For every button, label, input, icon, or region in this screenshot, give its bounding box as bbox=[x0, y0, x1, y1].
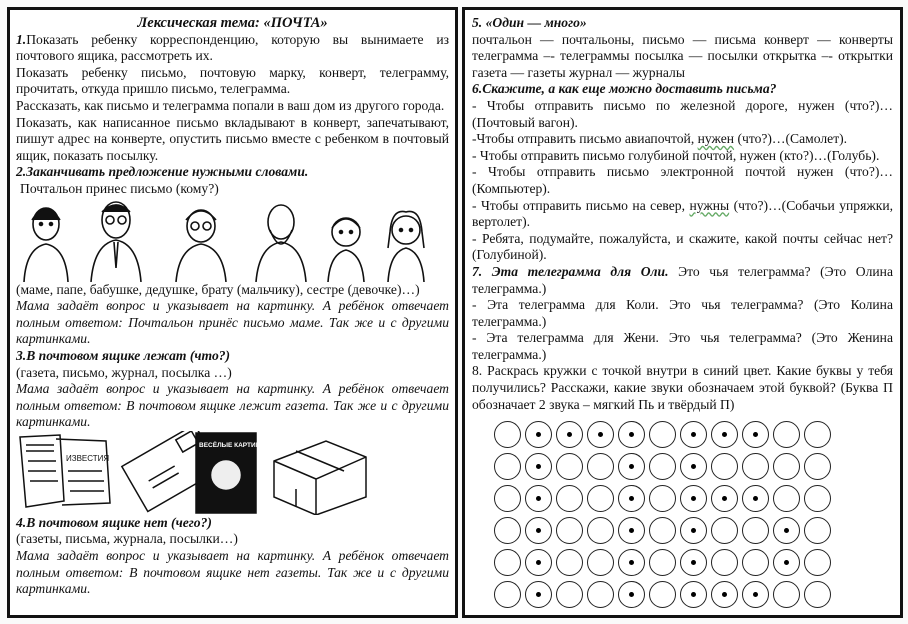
empty-circle[interactable] bbox=[804, 485, 831, 512]
empty-circle[interactable] bbox=[494, 453, 521, 480]
empty-circle[interactable] bbox=[494, 421, 521, 448]
empty-circle[interactable] bbox=[494, 581, 521, 608]
magazine-icon bbox=[196, 433, 269, 513]
empty-circle[interactable] bbox=[804, 517, 831, 544]
empty-circle[interactable] bbox=[742, 453, 769, 480]
dotted-circle[interactable] bbox=[525, 453, 552, 480]
spellcheck-underlined-word: нужны bbox=[689, 197, 730, 213]
spellcheck-underlined-word: нужен bbox=[697, 131, 735, 147]
dot-mark bbox=[691, 528, 696, 533]
dotted-circle[interactable] bbox=[680, 549, 707, 576]
section-2-note: Мама задаёт вопрос и указывает на картинку. А ребёнок отвечает полным ответом: Почтальон принёс письмо маме. Так же и с другими картинками. bbox=[16, 298, 449, 347]
section-3-note: Мама задаёт вопрос и указывает на картинку. А ребёнок отвечает полным ответом: В почтовом ящике лежит газета. Так же и с другими картинками. bbox=[16, 381, 449, 430]
empty-circle[interactable] bbox=[804, 549, 831, 576]
empty-circle[interactable] bbox=[556, 453, 583, 480]
dotted-circle[interactable] bbox=[680, 517, 707, 544]
empty-circle[interactable] bbox=[587, 453, 614, 480]
dotted-circle[interactable] bbox=[742, 485, 769, 512]
dotted-circle[interactable] bbox=[556, 421, 583, 448]
empty-circle[interactable] bbox=[773, 453, 800, 480]
empty-circle[interactable] bbox=[649, 581, 676, 608]
section-6-item bbox=[472, 198, 893, 231]
empty-circle[interactable] bbox=[587, 549, 614, 576]
dot-mark bbox=[598, 432, 603, 437]
dotted-circle[interactable] bbox=[618, 517, 645, 544]
section-2-prompt: Почтальон принес письмо (кому?) bbox=[20, 180, 219, 196]
item-text: -Чтобы отправить письмо авиапочтой, bbox=[472, 131, 695, 147]
empty-circle[interactable] bbox=[556, 581, 583, 608]
svg-text:ИЗВЕСТИЯ: ИЗВЕСТИЯ bbox=[66, 453, 110, 463]
dot-mark bbox=[536, 528, 541, 533]
dot-mark bbox=[536, 560, 541, 565]
dot-mark bbox=[784, 528, 789, 533]
dotted-circle[interactable] bbox=[525, 421, 552, 448]
newspaper-icon bbox=[20, 435, 110, 507]
section-7-heading: 7. Эта телеграмма для Оли. bbox=[472, 263, 669, 279]
item-text: - Чтобы отправить письмо на север, bbox=[472, 197, 685, 213]
mail-items-illustration bbox=[16, 431, 449, 515]
empty-circle[interactable] bbox=[804, 421, 831, 448]
dot-mark bbox=[753, 592, 758, 597]
empty-circle[interactable] bbox=[742, 517, 769, 544]
item-text: (что?)…(Собачьи упряжки, вертолет). bbox=[472, 197, 894, 230]
dot-mark bbox=[536, 496, 541, 501]
empty-circle[interactable] bbox=[494, 549, 521, 576]
family-illustration bbox=[16, 198, 449, 282]
right-worksheet-panel bbox=[462, 7, 903, 618]
empty-circle[interactable] bbox=[711, 517, 738, 544]
father-figure-icon bbox=[91, 202, 141, 282]
dotted-circle[interactable] bbox=[618, 581, 645, 608]
section-1-line: Показать ребенку письмо, почтовую марку, конверт, телеграмму, прочитать, откуда пришло письмо, телеграмма. bbox=[16, 64, 449, 97]
section-3-heading: 3.В почтовом ящике лежат (что?) bbox=[16, 347, 231, 363]
empty-circle[interactable] bbox=[649, 421, 676, 448]
girl-figure-icon bbox=[388, 211, 424, 282]
dotted-circle[interactable] bbox=[587, 421, 614, 448]
dot-mark bbox=[691, 496, 696, 501]
dot-mark bbox=[722, 496, 727, 501]
empty-circle[interactable] bbox=[587, 517, 614, 544]
page-title: Лексическая тема: «ПОЧТА» bbox=[137, 15, 328, 31]
dot-mark bbox=[691, 464, 696, 469]
section-6-item bbox=[472, 131, 893, 148]
grandmother-figure-icon bbox=[176, 210, 226, 282]
dot-mark bbox=[629, 432, 634, 437]
dot-mark bbox=[784, 560, 789, 565]
dot-mark bbox=[722, 592, 727, 597]
section-6-item: - Чтобы отправить письмо голубиной почтой, нужен (кто?)…(Голубь). bbox=[472, 147, 880, 163]
empty-circle[interactable] bbox=[742, 549, 769, 576]
empty-circle[interactable] bbox=[494, 485, 521, 512]
dotted-circle[interactable] bbox=[525, 549, 552, 576]
section-7-item: - Эта телеграмма для Жени. Это чья телеграмма? (Это Женина телеграмма.) bbox=[472, 330, 893, 362]
dotted-circle[interactable] bbox=[525, 581, 552, 608]
empty-circle[interactable] bbox=[804, 453, 831, 480]
section-6-item: - Чтобы отправить письмо электронной почтой нужен (что?)…(Компьютер). bbox=[472, 164, 893, 196]
dot-mark bbox=[691, 560, 696, 565]
dotted-circle[interactable] bbox=[773, 517, 800, 544]
section-4-heading: 4.В почтовом ящике нет (чего?) bbox=[16, 514, 212, 530]
section-6-item: - Чтобы отправить письмо по железной дороге, нужен (что?)…(Почтовый вагон). bbox=[472, 97, 893, 130]
section-1-line bbox=[16, 32, 449, 65]
item-text: (что?)…(Самолет). bbox=[737, 131, 848, 147]
parcel-icon bbox=[274, 441, 366, 515]
empty-circle[interactable] bbox=[587, 485, 614, 512]
dotted-circle[interactable] bbox=[742, 421, 769, 448]
dotted-circle[interactable] bbox=[680, 421, 707, 448]
empty-circle[interactable] bbox=[556, 485, 583, 512]
section-6-heading: 6.Скажите, а как еще можно доставить письма? bbox=[472, 81, 777, 97]
section-number: 1. bbox=[16, 31, 27, 47]
dotted-circle[interactable] bbox=[711, 421, 738, 448]
dotted-circle[interactable] bbox=[680, 581, 707, 608]
dotted-circle[interactable] bbox=[525, 517, 552, 544]
section-2-heading: 2.Заканчивать предложение нужными словами. bbox=[16, 164, 309, 180]
empty-circle[interactable] bbox=[773, 581, 800, 608]
empty-circle[interactable] bbox=[711, 453, 738, 480]
section-6-item: - Ребята, подумайте, пожалуйста, и скажите, какой почты сейчас нет? (Голубиной). bbox=[472, 230, 893, 263]
empty-circle[interactable] bbox=[649, 517, 676, 544]
dot-mark bbox=[629, 592, 634, 597]
dot-mark bbox=[629, 528, 634, 533]
left-worksheet-panel bbox=[7, 7, 458, 618]
empty-circle[interactable] bbox=[649, 549, 676, 576]
dotted-circle[interactable] bbox=[773, 549, 800, 576]
dotted-circle[interactable] bbox=[618, 549, 645, 576]
empty-circle[interactable] bbox=[773, 421, 800, 448]
dot-mark bbox=[753, 432, 758, 437]
empty-circle[interactable] bbox=[494, 517, 521, 544]
section-5-heading: 5. «Один — много» bbox=[472, 15, 587, 30]
section-2-answers: (маме, папе, бабушке, дедушке, брату (мальчику), сестре (девочке)…) bbox=[16, 281, 420, 297]
section-1-line: Рассказать, как письмо и телеграмма попали в ваш дом из другого города. bbox=[16, 97, 445, 113]
section-4-answers: (газеты, письма, журнала, посылки…) bbox=[16, 531, 238, 547]
dot-mark bbox=[536, 432, 541, 437]
section-5-text: почтальон — почтальоны, письмо — письма конверт — конверты телеграмма –- телеграммы посылка — посылки открытка –- открытки газета — газеты журнал — журналы bbox=[472, 31, 893, 80]
empty-circle[interactable] bbox=[556, 549, 583, 576]
dotted-circle[interactable] bbox=[525, 485, 552, 512]
dot-mark bbox=[691, 432, 696, 437]
empty-circle[interactable] bbox=[649, 485, 676, 512]
empty-circle[interactable] bbox=[773, 485, 800, 512]
mother-figure-icon bbox=[24, 208, 68, 282]
section-7-item bbox=[472, 264, 893, 297]
dotted-circle[interactable] bbox=[711, 485, 738, 512]
dot-mark bbox=[629, 496, 634, 501]
dot-mark bbox=[753, 496, 758, 501]
dotted-circle[interactable] bbox=[680, 453, 707, 480]
section-3-answers: (газета, письмо, журнал, посылка …) bbox=[16, 364, 232, 380]
section-7-item: - Эта телеграмма для Коли. Это чья телеграмма? (Это Колина телеграмма.) bbox=[472, 297, 893, 329]
dot-mark bbox=[536, 592, 541, 597]
empty-circle[interactable] bbox=[711, 549, 738, 576]
dot-mark bbox=[629, 560, 634, 565]
dotted-circle[interactable] bbox=[711, 581, 738, 608]
dotted-circle[interactable] bbox=[680, 485, 707, 512]
section-8-text: 8. Раскрась кружки с точкой внутри в синий цвет. Какие буквы у тебя получились? Расскажи, какие звуки обозначаем этой буквой? (Буква П обозначает 2 звука – мягкий Пь и твёрдый П) bbox=[472, 363, 893, 412]
dot-mark bbox=[722, 432, 727, 437]
dotted-circle[interactable] bbox=[742, 581, 769, 608]
dot-mark bbox=[691, 592, 696, 597]
empty-circle[interactable] bbox=[649, 453, 676, 480]
dot-mark bbox=[567, 432, 572, 437]
dotted-circle[interactable] bbox=[618, 453, 645, 480]
circle-coloring-grid bbox=[494, 421, 893, 613]
section-1-text: Показать ребенку корреспонденцию, которую вы вынимаете из почтового ящика, рассмотреть их. bbox=[16, 31, 449, 64]
empty-circle[interactable] bbox=[556, 517, 583, 544]
empty-circle[interactable] bbox=[587, 581, 614, 608]
dot-mark bbox=[536, 464, 541, 469]
svg-text:ВЕСЁЛЫЕ КАРТИНКИ: ВЕСЁЛЫЕ КАРТИНКИ bbox=[199, 441, 270, 449]
dotted-circle[interactable] bbox=[618, 421, 645, 448]
empty-circle[interactable] bbox=[804, 581, 831, 608]
dotted-circle[interactable] bbox=[618, 485, 645, 512]
grandfather-figure-icon bbox=[256, 205, 306, 282]
section-4-note: Мама задаёт вопрос и указывает на картинку. А ребёнок отвечает полным ответом: В почтовом ящике нет газеты. Так же и с другими картинками. bbox=[16, 548, 449, 597]
item-text: Это чья телеграмма? (Это Олина телеграмма.) bbox=[472, 263, 893, 296]
section-1-line: Показать, как написанное письмо вкладывают в конверт, запечатывают, пишут адрес на конверте, опустить письмо вместе с ребенком в почтовый ящик, показать посылку. bbox=[16, 114, 449, 163]
dot-mark bbox=[629, 464, 634, 469]
boy-figure-icon bbox=[328, 218, 364, 282]
